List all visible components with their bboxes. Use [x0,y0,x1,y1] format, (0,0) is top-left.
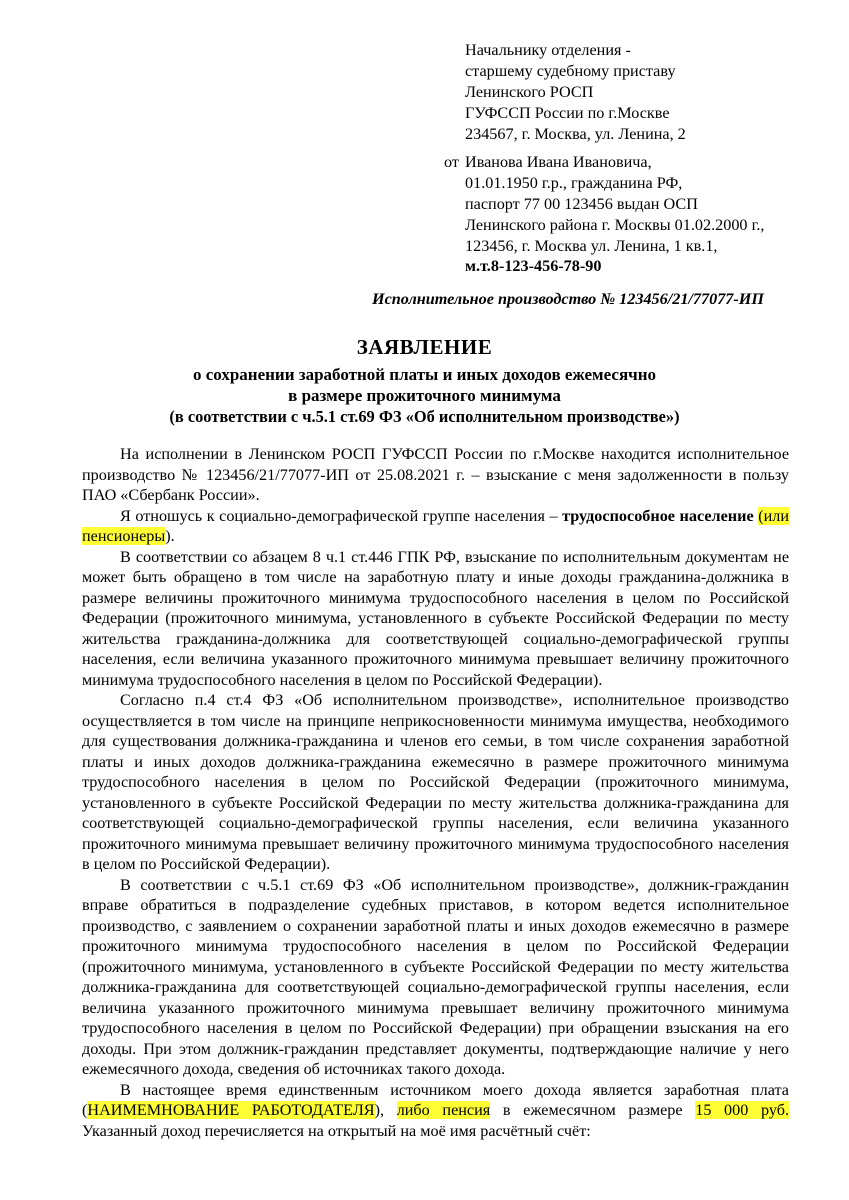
sender-phone: м.т.8-123-456-78-90 [465,257,602,276]
sender-name: Иванова Ивана Ивановича, [465,153,652,171]
sender-passport: паспорт 77 00 123456 выдан ОСП [465,194,698,213]
case-number: Исполнительное производство № 123456/21/77077-ИП [372,290,764,308]
paragraph [82,1080,789,1142]
income-amount: 15 000 руб. [695,1101,790,1119]
recipient-block [465,40,686,144]
paragraph-text: Указанный доход перечисляется на открытый на моё имя расчётный счёт: [82,1121,591,1140]
paragraph-text: ), [374,1101,397,1119]
paragraph-text: Я отношусь к социально-демографической группе населения – [120,506,563,525]
paragraph: Согласно п.4 ст.4 ФЗ «Об исполнительном производстве», исполнительное производство осуществляется в том числе на принципе неприкосновенности минимума имущества, необходимого для существования должника-гражданина и членов его семьи, в том числе сохранения заработной платы и иных доходов должника-гражданина ежемесячно в размере прожиточного минимума трудоспособного населения в целом по Российской Федерации (прожиточного минимума, установленного в субъекте Российской Федерации по месту жительства должника-гражданина для соответствующей социально-демографической группы населения, если величина указанного прожиточного минимума превышает величину прожиточного минимума трудоспособного населения в целом по Российской Федерации). [82,691,789,873]
sender-address: 123456, г. Москва ул. Ленина, 1 кв.1, [465,236,718,255]
sender-prefix: от [444,153,459,171]
document-subtitle: о сохранении заработной платы и иных доходов ежемесячно [192,365,657,384]
population-group: трудоспособное население [562,506,754,525]
paragraph-text: В настоящее время единственным источником моего дохода является заработная плата ( [82,1080,789,1119]
recipient-line: ГУФССП России по г.Москве [465,103,670,122]
highlighted-option: (или пенсионеры [82,506,789,545]
paragraph-text: ). [165,527,175,545]
sender-block [465,152,764,277]
document-subtitle: в размере прожиточного минимума [288,386,561,405]
paragraph: В соответствии со абзацем 8 ч.1 ст.446 ГПК РФ, взыскание по исполнительным документам не может быть обращено в том числе на заработную плату и иные доходы гражданина-должника в размере величины прожиточного минимума трудоспособного населения в целом по Российской Федерации (прожиточного минимума, установленного в субъекте Российской Федерации по месту жительства гражданина-должника для соответствующей социально-демографической группы населения, если величина указанного прожиточного минимума превышает величину прожиточного минимума трудоспособного населения в целом по Российской Федерации). [82,547,789,689]
sender-passport-issued: Ленинского района г. Москвы 01.02.2000 г., [465,215,765,234]
recipient-line: старшему судебному приставу [465,61,676,80]
recipient-line: Начальнику отделения - [465,41,631,59]
paragraph-text: в ежемесячном размере [490,1101,696,1119]
paragraph [82,506,789,547]
paragraph: В соответствии с ч.5.1 ст.69 ФЗ «Об исполнительном производстве», должник-гражданин вправе обратиться в подразделение судебных приставов, в котором ведется исполнительное производство, с заявлением о сохранении заработной платы и иных доходов ежемесячно в размере прожиточного минимума трудоспособного населения в целом по Российской Федерации (прожиточного минимума, установленного в субъекте Российской Федерации по месту жительства должника-гражданина для соответствующей социально-демографической группы населения, если величина указанного прожиточного минимума превышает величину прожиточного минимума трудоспособного населения в целом по Российской Федерации) при обращении взыскания на его доходы. При этом должник-гражданин представляет документы, подтверждающие наличие у него ежемесячного дохода, сведения об источниках такого дохода. [82,875,789,1078]
pension-option: либо пенсия [396,1101,491,1119]
recipient-line: 234567, г. Москва, ул. Ленина, 2 [465,124,686,143]
document-legal-basis: (в соответствии с ч.5.1 ст.69 ФЗ «Об исполнительном производстве») [169,407,680,426]
document-title: ЗАЯВЛЕНИЕ [356,335,493,359]
employer-placeholder: НАИМЕМНОВАНИЕ РАБОТОДАТЕЛЯ [87,1101,375,1119]
document-body [82,444,789,1141]
recipient-line: Ленинского РОСП [465,82,594,101]
sender-birth: 01.01.1950 г.р., гражданина РФ, [465,173,683,192]
paragraph: На исполнении в Ленинском РОСП ГУФССП России по г.Москве находится исполнительное производство № 123456/21/77077-ИП от 25.08.2021 г. – взыскание с меня задолженности в пользу ПАО «Сбербанк России». [82,445,789,504]
